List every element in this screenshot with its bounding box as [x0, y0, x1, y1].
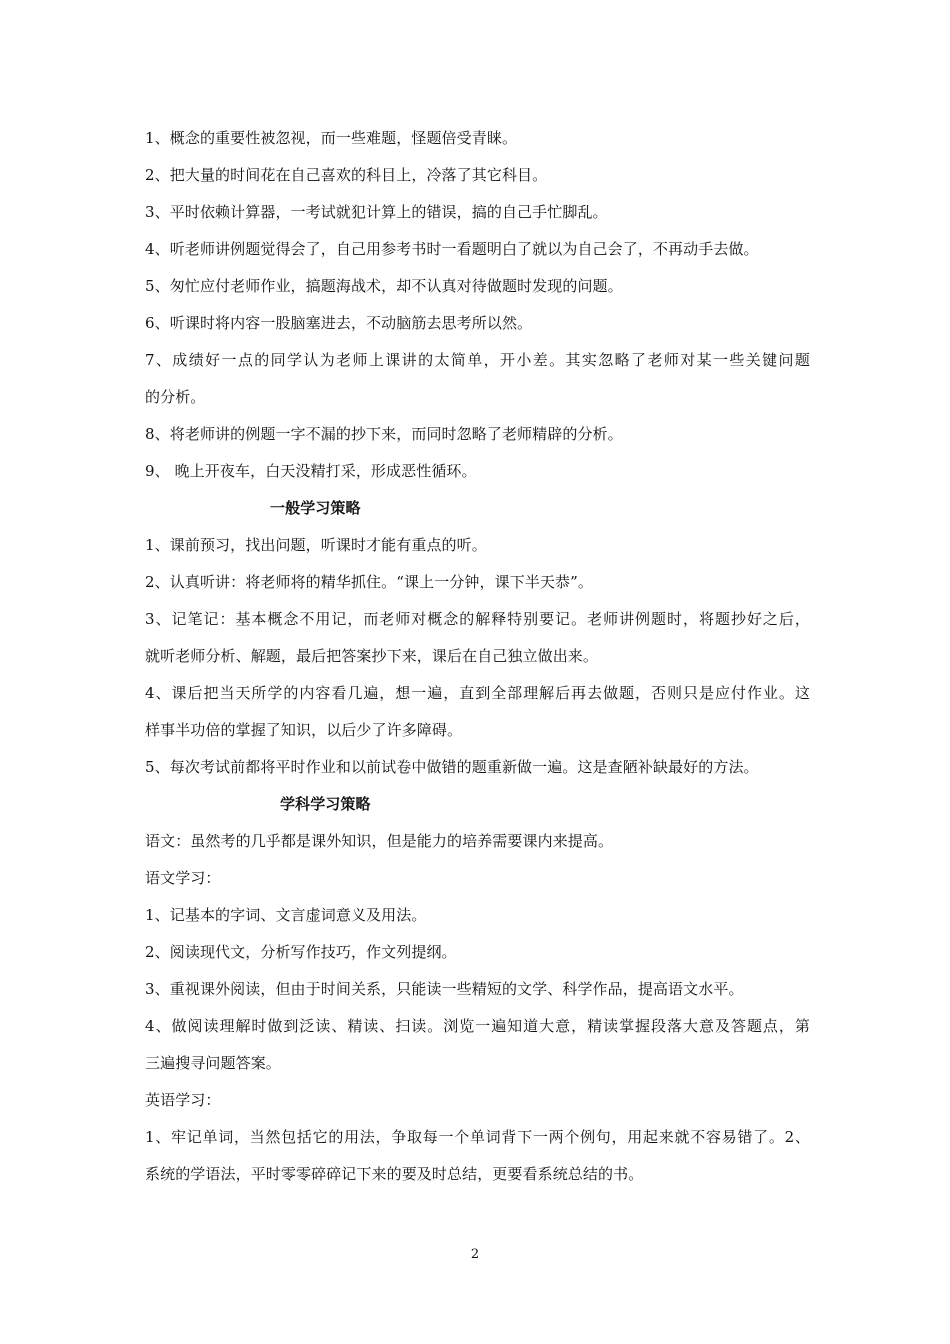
english-study-item: 1、牢记单词，当然包括它的用法，争取每一个单词背下一两个例句，用起来就不容易错了。2、: [145, 1128, 810, 1146]
problem-item: 8、将老师讲的例题一字不漏的抄下来，而同时忽略了老师精辟的分析。: [145, 425, 623, 443]
general-strategy-item: 3、记笔记：基本概念不用记，而老师对概念的解释特别要记。老师讲例题时，将题抄好之后，: [145, 610, 810, 628]
chinese-intro: 语文：虽然考的几乎都是课外知识，但是能力的培养需要课内来提高。: [145, 832, 614, 850]
chinese-study-item: 1、记基本的字词、文言虚词意义及用法。: [145, 906, 427, 924]
problem-item: 3、平时依赖计算器，一考试就犯计算上的错误，搞的自己手忙脚乱。: [145, 203, 608, 221]
chinese-study-item: 2、阅读现代文，分析写作技巧，作文列提纲。: [145, 943, 457, 961]
chinese-study-item: 4、做阅读理解时做到泛读、精读、扫读。浏览一遍知道大意，精读掌握段落大意及答题点，第: [145, 1017, 810, 1035]
general-strategy-heading: 一般学习策略: [270, 499, 361, 517]
problem-item: 2、把大量的时间花在自己喜欢的科目上，冷落了其它科目。: [145, 166, 548, 184]
general-strategy-item-continued: 样事半功倍的掌握了知识，以后少了许多障碍。: [145, 721, 463, 739]
problem-item-continued: 的分析。: [145, 388, 206, 406]
chinese-study-label: 语文学习：: [145, 869, 221, 887]
subject-strategy-heading: 学科学习策略: [280, 795, 371, 813]
general-strategy-item-continued: 就听老师分析、解题，最后把答案抄下来，课后在自己独立做出来。: [145, 647, 599, 665]
problem-item: 9、 晚上开夜车，白天没精打采，形成恶性循环。: [145, 462, 477, 480]
problem-item: 6、听课时将内容一股脑塞进去，不动脑筋去思考所以然。: [145, 314, 533, 332]
problem-item: 7、成绩好一点的同学认为老师上课讲的太简单，开小差。其实忽略了老师对某一些关键问题: [145, 351, 810, 369]
page-body: [145, 120, 810, 1193]
general-strategy-item: 2、认真听讲：将老师将的精华抓住。“课上一分钟，课下半天恭”。: [145, 573, 593, 591]
problem-item: 1、概念的重要性被忽视，而一些难题，怪题倍受青睐。: [145, 129, 518, 147]
general-strategy-item: 4、课后把当天所学的内容看几遍，想一遍，直到全部理解后再去做题，否则只是应付作业。这: [145, 684, 810, 702]
general-strategy-item: 5、每次考试前都将平时作业和以前试卷中做错的题重新做一遍。这是查陋补缺最好的方法。: [145, 758, 759, 776]
general-strategy-item: 1、课前预习，找出问题，听课时才能有重点的听。: [145, 536, 487, 554]
chinese-study-item: 3、重视课外阅读，但由于时间关系，只能读一些精短的文学、科学作品，提高语文水平。: [145, 980, 744, 998]
problem-item: 4、听老师讲例题觉得会了，自己用参考书时一看题明白了就以为自己会了，不再动手去做。: [145, 240, 759, 258]
chinese-study-item-continued: 三遍搜寻问题答案。: [145, 1054, 281, 1072]
english-study-label: 英语学习：: [145, 1091, 221, 1109]
page-number: 2: [470, 1247, 480, 1262]
english-study-item-continued: 系统的学语法，平时零零碎碎记下来的要及时总结，更要看系统总结的书。: [145, 1165, 644, 1183]
problem-item: 5、匆忙应付老师作业，搞题海战术，却不认真对待做题时发现的问题。: [145, 277, 623, 295]
